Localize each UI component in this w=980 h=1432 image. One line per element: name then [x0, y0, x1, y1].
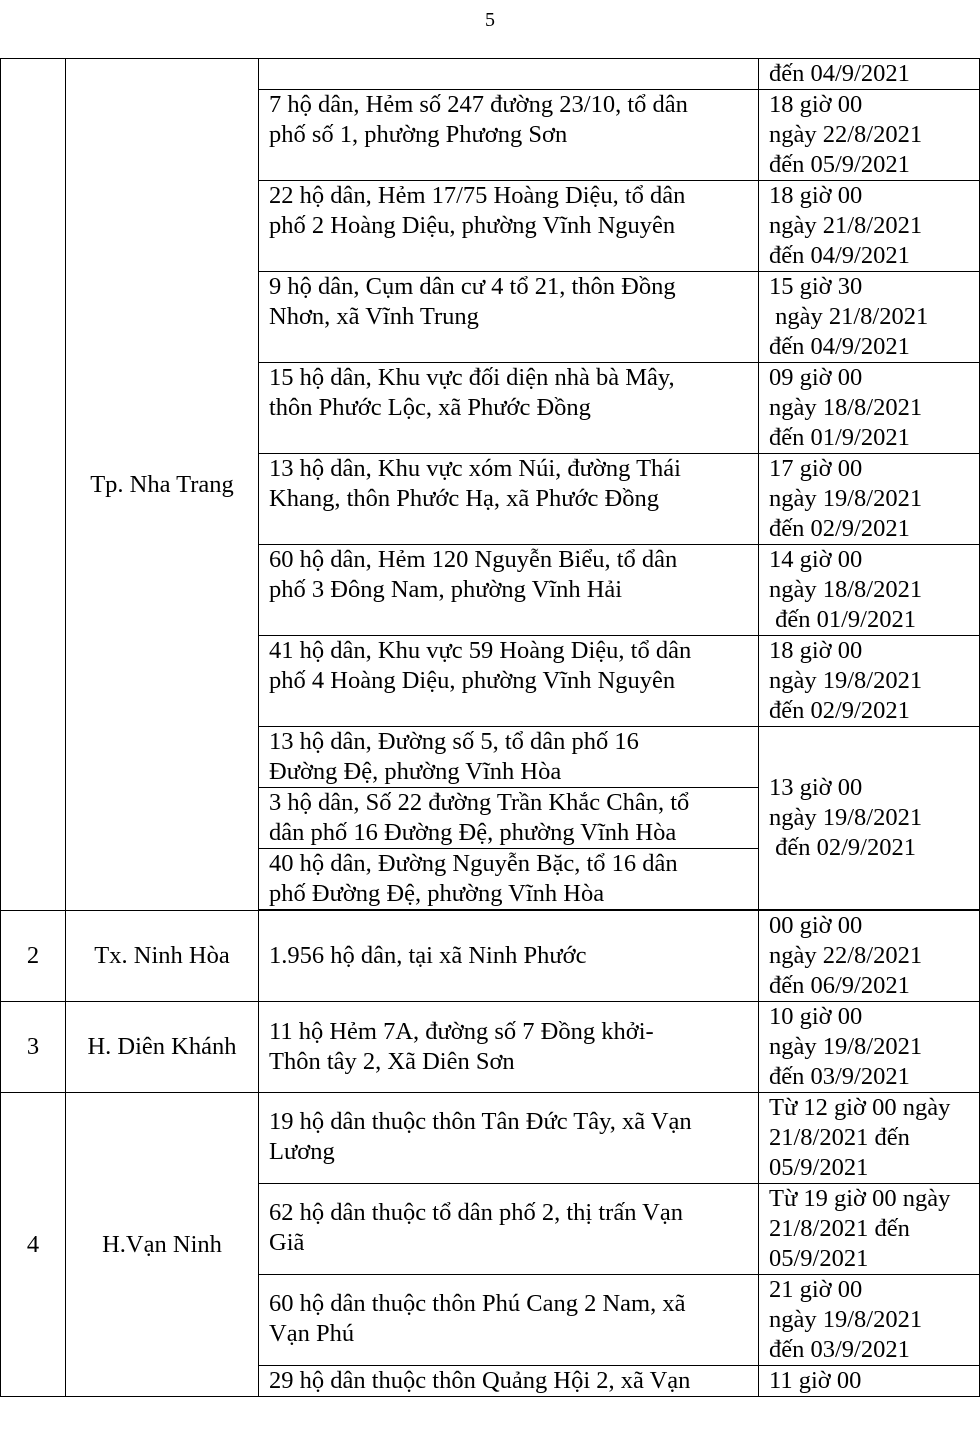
time-cell: 18 giờ 00 ngày 21/8/2021 đến 04/9/2021 [759, 181, 980, 272]
row-number-cell: 3 [1, 1002, 66, 1093]
location-cell: H. Diên Khánh [66, 1002, 259, 1093]
time-cell: Từ 12 giờ 00 ngày 21/8/2021 đến 05/9/2021 [759, 1093, 980, 1184]
time-cell: 00 giờ 00 ngày 22/8/2021 đến 06/9/2021 [759, 911, 980, 1002]
area-cell: 7 hộ dân, Hẻm số 247 đường 23/10, tổ dân phố số 1, phường Phương Sơn [259, 90, 759, 181]
area-cell: 13 hộ dân, Đường số 5, tổ dân phố 16 Đường Đệ, phường Vĩnh Hòa [259, 727, 759, 788]
area-cell: 60 hộ dân thuộc thôn Phú Cang 2 Nam, xã Vạn Phú [259, 1275, 759, 1366]
area-cell: 22 hộ dân, Hẻm 17/75 Hoàng Diệu, tổ dân phố 2 Hoàng Diệu, phường Vĩnh Nguyên [259, 181, 759, 272]
row-number-cell [1, 59, 66, 911]
area-cell: 15 hộ dân, Khu vực đối diện nhà bà Mây, thôn Phước Lộc, xã Phước Đồng [259, 363, 759, 454]
row-number-cell: 2 [1, 911, 66, 1002]
time-cell: Từ 19 giờ 00 ngày 21/8/2021 đến 05/9/2021 [759, 1184, 980, 1275]
area-cell: 13 hộ dân, Khu vực xóm Núi, đường Thái Khang, thôn Phước Hạ, xã Phước Đồng [259, 454, 759, 545]
area-cell: 41 hộ dân, Khu vực 59 Hoàng Diệu, tổ dân phố 4 Hoàng Diệu, phường Vĩnh Nguyên [259, 636, 759, 727]
time-cell: 11 giờ 00 [759, 1366, 980, 1397]
time-cell: 09 giờ 00 ngày 18/8/2021 đến 01/9/2021 [759, 363, 980, 454]
location-cell: Tx. Ninh Hòa [66, 911, 259, 1002]
table-row [1, 1093, 980, 1184]
area-cell: 60 hộ dân, Hẻm 120 Nguyễn Biểu, tổ dân phố 3 Đông Nam, phường Vĩnh Hải [259, 545, 759, 636]
time-cell: 10 giờ 00 ngày 19/8/2021 đến 03/9/2021 [759, 1002, 980, 1093]
time-cell: 13 giờ 00 ngày 19/8/2021 đến 02/9/2021 [759, 727, 980, 910]
time-cell: đến 04/9/2021 [759, 59, 980, 90]
row-number-cell: 4 [1, 1093, 66, 1397]
time-cell: 18 giờ 00 ngày 19/8/2021 đến 02/9/2021 [759, 636, 980, 727]
area-cell: 40 hộ dân, Đường Nguyễn Bặc, tổ 16 dân phố Đường Đệ, phường Vĩnh Hòa [259, 849, 759, 910]
page-number: 5 [485, 9, 495, 31]
area-cell [259, 59, 759, 90]
area-cell: 19 hộ dân thuộc thôn Tân Đức Tây, xã Vạn Lương [259, 1093, 759, 1184]
table-row [1, 59, 980, 90]
area-cell: 11 hộ Hẻm 7A, đường số 7 Đồng khởi- Thôn tây 2, Xã Diên Sơn [259, 1002, 759, 1093]
time-cell: 18 giờ 00 ngày 22/8/2021 đến 05/9/2021 [759, 90, 980, 181]
quarantine-table [0, 58, 980, 1397]
table-row [1, 911, 980, 1002]
time-cell: 15 giờ 30 ngày 21/8/2021 đến 04/9/2021 [759, 272, 980, 363]
area-cell: 3 hộ dân, Số 22 đường Trần Khắc Chân, tổ dân phố 16 Đường Đệ, phường Vĩnh Hòa [259, 788, 759, 849]
time-cell: 14 giờ 00 ngày 18/8/2021 đến 01/9/2021 [759, 545, 980, 636]
location-cell: Tp. Nha Trang [66, 59, 259, 911]
area-cell: 1.956 hộ dân, tại xã Ninh Phước [259, 911, 759, 1002]
area-cell: 62 hộ dân thuộc tổ dân phố 2, thị trấn Vạn Giã [259, 1184, 759, 1275]
time-cell: 21 giờ 00 ngày 19/8/2021 đến 03/9/2021 [759, 1275, 980, 1366]
area-cell: 29 hộ dân thuộc thôn Quảng Hội 2, xã Vạn [259, 1366, 759, 1397]
table-row [1, 1002, 980, 1093]
location-cell: H.Vạn Ninh [66, 1093, 259, 1397]
area-cell: 9 hộ dân, Cụm dân cư 4 tổ 21, thôn Đồng Nhơn, xã Vĩnh Trung [259, 272, 759, 363]
time-cell: 17 giờ 00 ngày 19/8/2021 đến 02/9/2021 [759, 454, 980, 545]
